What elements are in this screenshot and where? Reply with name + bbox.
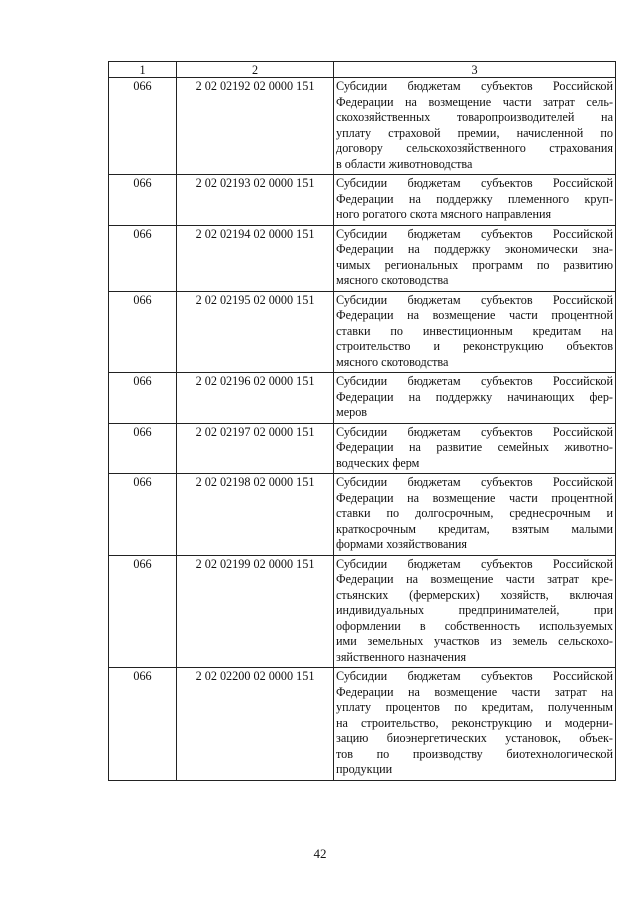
table-row bbox=[109, 555, 616, 668]
admin-code-cell: 066 bbox=[109, 423, 177, 474]
description-line: Федерации на возмещение части затрат кре- bbox=[336, 572, 613, 586]
description-line: уплату процентов по кредитам, полученным bbox=[336, 700, 613, 714]
description-line: чимых региональных программ по развитию bbox=[336, 257, 613, 272]
description-line: Федерации на развитие семейных животно- bbox=[336, 440, 613, 454]
table-row bbox=[109, 474, 616, 556]
budget-code-cell: 2 02 02193 02 0000 151 bbox=[177, 175, 334, 226]
description-cell bbox=[334, 474, 616, 556]
description-line: стьянских (фермерских) хозяйств, включая bbox=[336, 587, 613, 602]
description-line: ими земельных участков из земель сельскохо- bbox=[336, 634, 613, 648]
budget-code-cell: 2 02 02199 02 0000 151 bbox=[177, 555, 334, 668]
header-col-1: 1 bbox=[109, 62, 177, 78]
header-col-2: 2 bbox=[177, 62, 334, 78]
description-line: Субсидии бюджетам субъектов Российской bbox=[336, 79, 613, 93]
page-number: 42 bbox=[313, 846, 327, 861]
description-line: скохозяйственных товаропроизводителей на bbox=[336, 110, 613, 124]
description-line: Субсидии бюджетам субъектов Российской bbox=[336, 374, 613, 388]
description-line: уплату страховой премии, начисленной по bbox=[336, 125, 613, 140]
description-line: Федерации на возмещение части затрат на bbox=[336, 684, 613, 699]
budget-code-cell: 2 02 02200 02 0000 151 bbox=[177, 668, 334, 781]
description-line: Субсидии бюджетам субъектов Российской bbox=[336, 424, 613, 439]
description-line: меров bbox=[336, 405, 368, 419]
description-line: Федерации на поддержку начинающих фер- bbox=[336, 389, 613, 404]
budget-code-cell: 2 02 02195 02 0000 151 bbox=[177, 291, 334, 373]
table-header-row bbox=[109, 62, 616, 78]
description-line: ставки по долгосрочным, среднесрочным и bbox=[336, 506, 613, 520]
budget-code-cell: 2 02 02198 02 0000 151 bbox=[177, 474, 334, 556]
description-cell bbox=[334, 373, 616, 424]
description-line: Субсидии бюджетам субъектов Российской bbox=[336, 292, 613, 307]
header-col-3: 3 bbox=[334, 62, 616, 78]
admin-code-cell: 066 bbox=[109, 668, 177, 781]
description-line: Субсидии бюджетам субъектов Российской bbox=[336, 556, 613, 571]
description-line: Федерации на возмещение части процентной bbox=[336, 490, 613, 505]
admin-code-cell: 066 bbox=[109, 225, 177, 291]
description-line: в области животноводства bbox=[336, 156, 473, 171]
description-line: мясного скотоводства bbox=[336, 354, 449, 369]
description-cell bbox=[334, 175, 616, 226]
description-line: Федерации на возмещение части процентной bbox=[336, 308, 613, 322]
admin-code-cell: 066 bbox=[109, 373, 177, 424]
description-line: строительство и реконструкцию объектов bbox=[336, 339, 613, 353]
description-cell bbox=[334, 423, 616, 474]
table-row bbox=[109, 78, 616, 175]
table-body bbox=[109, 78, 616, 781]
description-line: Субсидии бюджетам субъектов Российской bbox=[336, 475, 613, 489]
table-row bbox=[109, 423, 616, 474]
description-line: Субсидии бюджетам субъектов Российской bbox=[336, 669, 613, 683]
description-line: договору сельскохозяйственного страхования bbox=[336, 141, 613, 155]
description-line: ного рогатого скота мясного направления bbox=[336, 207, 552, 221]
table-row bbox=[109, 175, 616, 226]
description-line: Федерации на возмещение части затрат сель- bbox=[336, 94, 613, 109]
description-cell bbox=[334, 555, 616, 668]
budget-codes-table bbox=[108, 61, 616, 781]
description-line: формами хозяйствования bbox=[336, 537, 468, 551]
description-cell bbox=[334, 668, 616, 781]
description-line: тов по производству биотехнологической bbox=[336, 746, 613, 761]
table-row bbox=[109, 225, 616, 291]
description-line: Федерации на поддержку племенного круп- bbox=[336, 191, 613, 206]
description-line: Субсидии бюджетам субъектов Российской bbox=[336, 226, 613, 241]
table-row bbox=[109, 668, 616, 781]
description-line: Субсидии бюджетам субъектов Российской bbox=[336, 176, 613, 190]
description-line: водческих ферм bbox=[336, 455, 420, 470]
table-row bbox=[109, 373, 616, 424]
description-line: мясного скотоводства bbox=[336, 273, 449, 287]
description-cell bbox=[334, 291, 616, 373]
admin-code-cell: 066 bbox=[109, 175, 177, 226]
description-line: краткосрочным кредитам, взятым малыми bbox=[336, 521, 613, 536]
description-cell bbox=[334, 78, 616, 175]
description-line: ставки по инвестиционным кредитам на bbox=[336, 323, 613, 338]
admin-code-cell: 066 bbox=[109, 555, 177, 668]
admin-code-cell: 066 bbox=[109, 474, 177, 556]
budget-code-cell: 2 02 02192 02 0000 151 bbox=[177, 78, 334, 175]
description-line: индивидуальных предпринимателей, при bbox=[336, 603, 613, 617]
description-line: зяйственного назначения bbox=[336, 649, 467, 664]
description-line: оформлении в собственность используемых bbox=[336, 618, 613, 633]
budget-code-cell: 2 02 02194 02 0000 151 bbox=[177, 225, 334, 291]
budget-code-cell: 2 02 02197 02 0000 151 bbox=[177, 423, 334, 474]
description-line: Федерации на поддержку экономически зна- bbox=[336, 242, 613, 256]
table-row bbox=[109, 291, 616, 373]
description-line: зацию биоэнергетических установок, объек- bbox=[336, 731, 613, 745]
admin-code-cell: 066 bbox=[109, 291, 177, 373]
description-line: на строительство, реконструкцию и модерни- bbox=[336, 715, 613, 730]
description-line: продукции bbox=[336, 762, 393, 776]
admin-code-cell: 066 bbox=[109, 78, 177, 175]
description-cell bbox=[334, 225, 616, 291]
budget-code-cell: 2 02 02196 02 0000 151 bbox=[177, 373, 334, 424]
